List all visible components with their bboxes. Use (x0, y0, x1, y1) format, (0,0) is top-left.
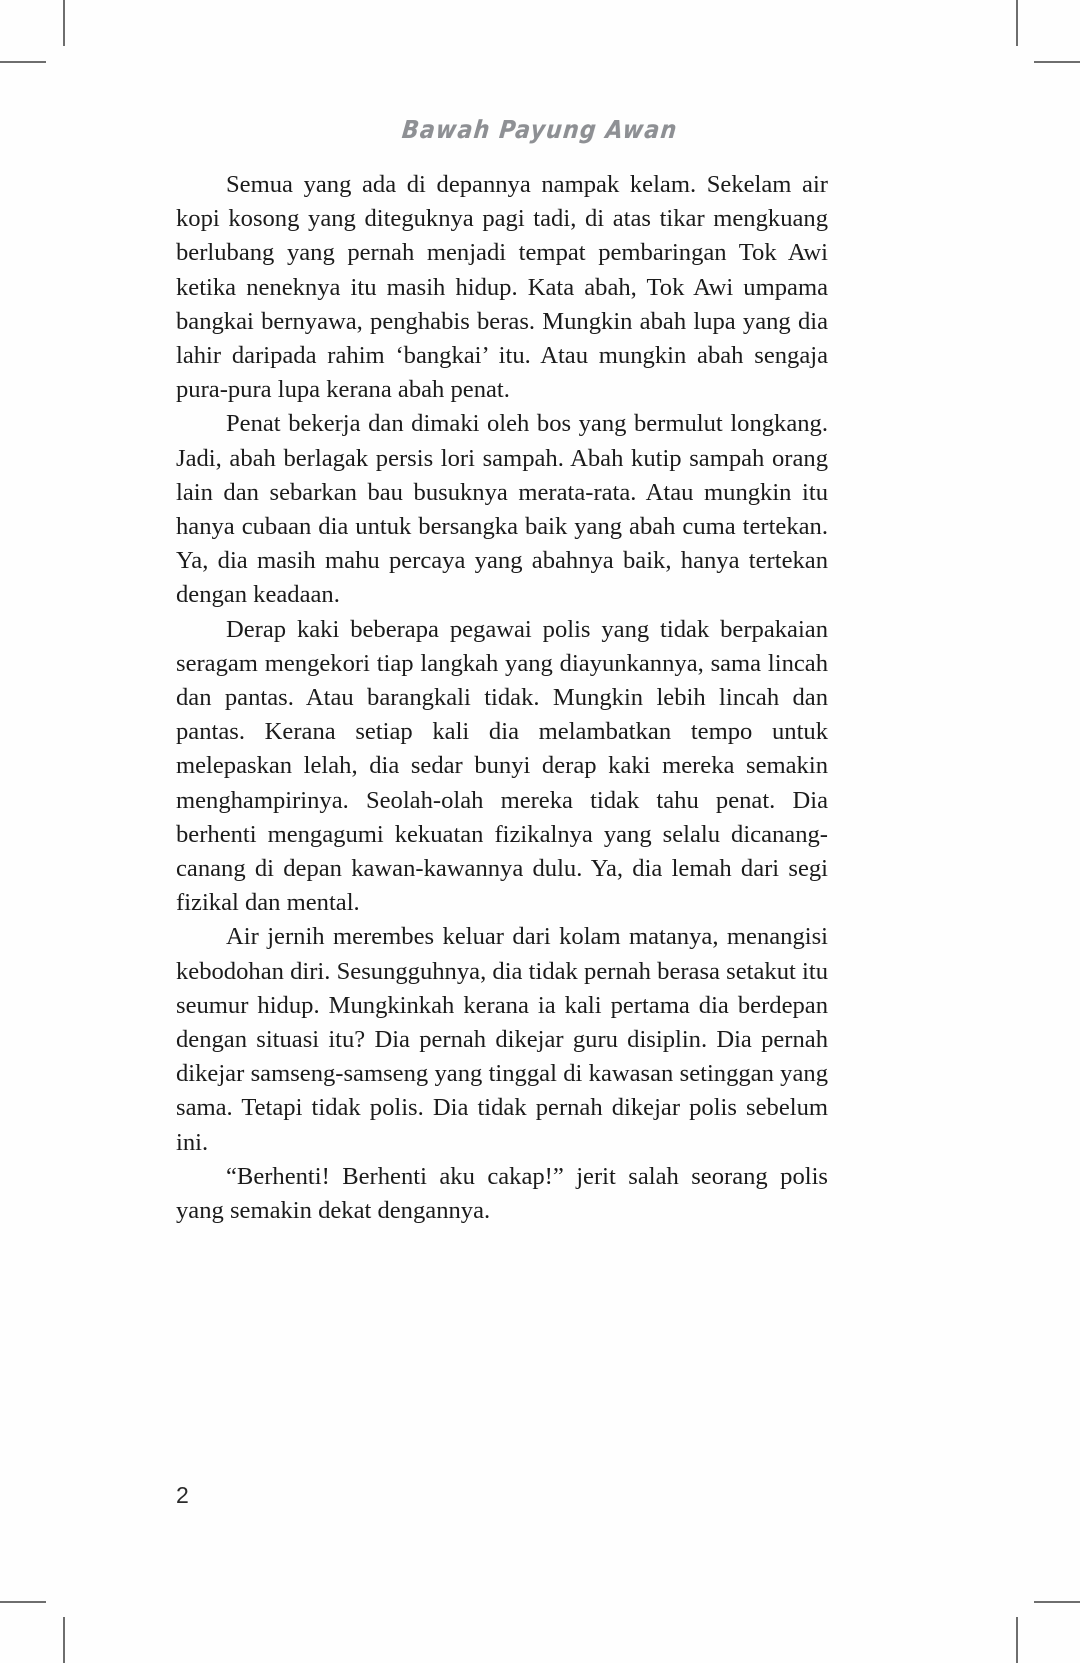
body-paragraph: “Berhenti! Berhenti aku cakap!” jerit salah seorang polis yang semakin dekat dengannya. (176, 1162, 828, 1225)
body-paragraph: Penat bekerja dan dimaki oleh bos yang bermulut longkang. Jadi, abah berlagak persis lori sampah. Abah kutip sampah orang lain dan sebarkan bau busuknya merata-rata. Atau mungkin itu hanya cubaan dia untuk bersangka baik yang abah cuma tertekan. Ya, dia masih mahu percaya yang abahnya baik, hanya tertekan dengan keadaan. (176, 410, 828, 609)
crop-mark-top-right-vertical (1016, 0, 1018, 46)
crop-mark-top-right-horizontal (1034, 61, 1080, 63)
running-head-title: Bawah Payung Awan (400, 116, 680, 145)
crop-mark-bottom-left-horizontal (0, 1601, 46, 1603)
crop-mark-bottom-right-vertical (1016, 1617, 1018, 1663)
crop-mark-top-left-vertical (63, 0, 65, 46)
body-paragraph: Air jernih merembes keluar dari kolam matanya, menangisi kebodohan diri. Sesungguhnya, dia tidak pernah berasa setakut itu seumur hidup. Mungkinkah kerana ia kali pertama dia berdepan dengan situasi itu? Dia pernah dikejar guru disiplin. Dia pernah dikejar samseng-samseng yang tinggal di kawasan setinggan yang sama. Tetapi tidak polis. Dia tidak pernah dikejar polis sebelum ini. (176, 923, 828, 1156)
body-paragraph: Derap kaki beberapa pegawai polis yang tidak berpakaian seragam mengekori tiap langkah yang diayunkannya, sama lincah dan pantas. Atau barangkali tidak. Mungkin lebih lincah dan pantas. Kerana setiap kali dia melambatkan tempo untuk melepaskan lelah, dia sedar bunyi derap kaki mereka semakin menghampirinya. Seolah-olah mereka tidak tahu penat. Dia berhenti mengagumi kekuatan fizikalnya yang selalu dicanang-canang di depan kawan-kawannya dulu. Ya, dia lemah dari segi fizikal dan mental. (176, 615, 828, 917)
crop-mark-bottom-right-horizontal (1034, 1601, 1080, 1603)
body-paragraph: Semua yang ada di depannya nampak kelam. Sekelam air kopi kosong yang diteguknya pagi tadi, di atas tikar mengkuang berlubang yang pernah menjadi tempat pembaringan Tok Awi ketika neneknya itu masih hidup. Kata abah, Tok Awi umpama bangkai bernyawa, penghabis beras. Mungkin abah lupa yang dia lahir daripada rahim ‘bangkai’ itu. Atau mungkin abah sengaja pura-pura lupa kerana abah penat. (176, 171, 828, 404)
body-text-block (176, 168, 828, 1228)
running-head (0, 118, 1080, 143)
crop-mark-bottom-left-vertical (63, 1617, 65, 1663)
page-number: 2 (176, 1482, 190, 1508)
crop-mark-top-left-horizontal (0, 61, 46, 63)
